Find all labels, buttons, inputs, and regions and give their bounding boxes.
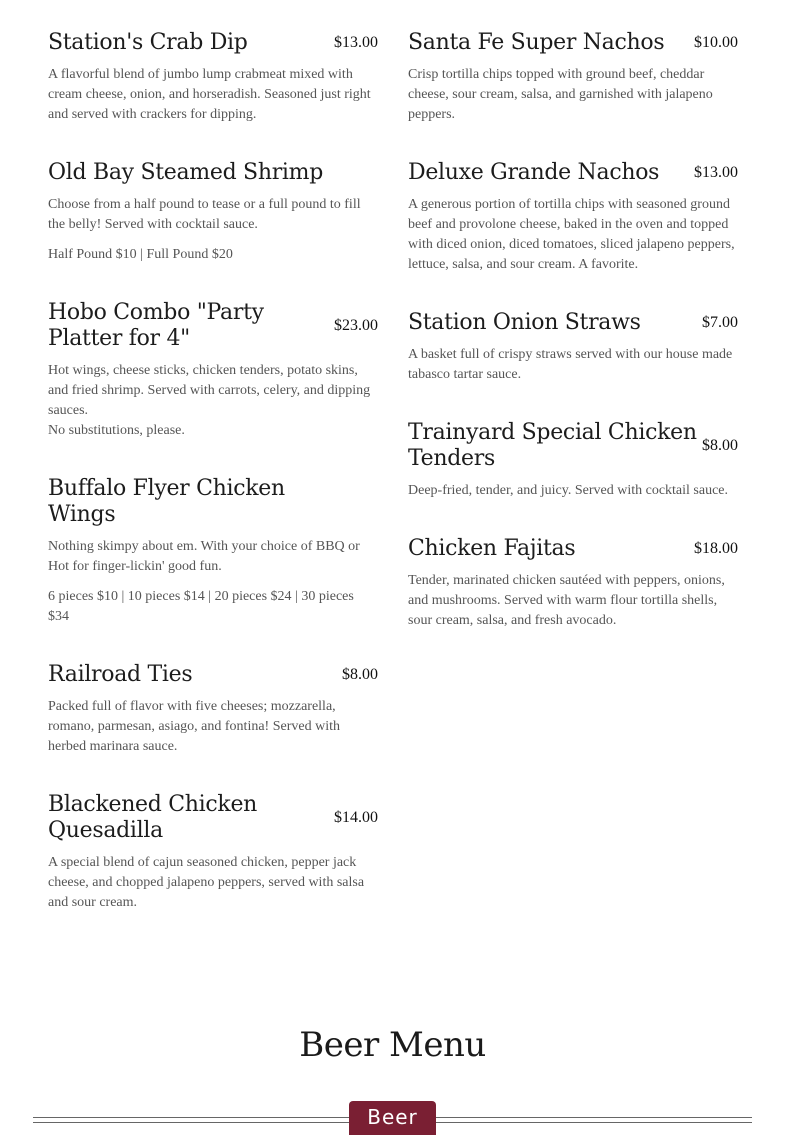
menu-column-right bbox=[408, 30, 738, 948]
menu-item-description: Nothing skimpy about em. With your choice of BBQ or Hot for finger-lickin' good fun. bbox=[48, 539, 360, 574]
menu-item bbox=[48, 160, 378, 265]
menu-item bbox=[48, 662, 378, 757]
menu-item-description: Crisp tortilla chips topped with ground beef, cheddar cheese, sour cream, salsa, and garnished with jalapeno peppers. bbox=[408, 67, 713, 122]
menu-item-pricing-note: Half Pound $10 | Full Pound $20 bbox=[48, 247, 233, 262]
menu-item-name: Hobo Combo "Party Platter for 4" bbox=[48, 300, 264, 351]
menu-column-left bbox=[48, 30, 378, 948]
menu-item-price: $23.00 bbox=[334, 317, 378, 334]
menu-item-price: $7.00 bbox=[702, 314, 738, 331]
menu-item-name: Station's Crab Dip bbox=[48, 30, 248, 55]
menu-item-price: $10.00 bbox=[694, 34, 738, 51]
menu-item-name: Trainyard Special Chicken Tenders bbox=[408, 420, 697, 471]
menu-item-description: Tender, marinated chicken sautéed with peppers, onions, and mushrooms. Served with warm flour tortilla shells, sour cream, salsa, and fresh avocado. bbox=[408, 573, 725, 628]
menu-item-name: Station Onion Straws bbox=[408, 310, 641, 335]
menu-item-description: A special blend of cajun seasoned chicken, pepper jack cheese, and chopped jalapeno peppers, served with salsa and sour cream. bbox=[48, 855, 365, 910]
menu-item-name: Chicken Fajitas bbox=[408, 536, 576, 561]
menu-item bbox=[48, 30, 378, 125]
menu-item bbox=[408, 30, 738, 125]
menu-item-price: $14.00 bbox=[334, 809, 378, 826]
beer-category-tab[interactable]: Beer bbox=[349, 1101, 436, 1135]
menu-item bbox=[408, 160, 738, 275]
menu-item bbox=[48, 792, 378, 913]
menu-item bbox=[48, 300, 378, 441]
menu-item-name: Santa Fe Super Nachos bbox=[408, 30, 665, 55]
beer-menu-heading: Beer Menu bbox=[299, 1025, 486, 1065]
menu-item-description: Deep-fried, tender, and juicy. Served with cocktail sauce. bbox=[408, 483, 729, 498]
menu-item-name: Railroad Ties bbox=[48, 662, 193, 687]
menu-item-description: A basket full of crispy straws served with our house made tabasco tartar sauce. bbox=[408, 347, 733, 382]
menu-item bbox=[408, 536, 738, 631]
menu-item-pricing-note: 6 pieces $10 | 10 pieces $14 | 20 pieces $24 | 30 pieces $34 bbox=[48, 589, 354, 624]
menu-item-description: Hot wings, cheese sticks, chicken tenders, potato skins, and fried shrimp. Served with carrots, celery, and dipping sauces. No substitutions, please. bbox=[48, 363, 371, 438]
menu-item-description: Choose from a half pound to tease or a full pound to fill the belly! Served with cocktail sauce. bbox=[48, 197, 361, 232]
menu-item bbox=[408, 420, 738, 501]
menu-item-description: Packed full of flavor with five cheeses; mozzarella, romano, parmesan, asiago, and fontina! Served with herbed marinara sauce. bbox=[48, 699, 340, 754]
menu-item-name: Old Bay Steamed Shrimp bbox=[48, 160, 323, 185]
menu-item-price: $13.00 bbox=[334, 34, 378, 51]
menu-item bbox=[48, 476, 378, 627]
menu-item-price: $8.00 bbox=[702, 437, 738, 454]
menu-item-price: $8.00 bbox=[342, 666, 378, 683]
menu-item-price: $18.00 bbox=[694, 540, 738, 557]
menu-item-name: Buffalo Flyer Chicken Wings bbox=[48, 476, 285, 527]
menu-item-name: Deluxe Grande Nachos bbox=[408, 160, 660, 185]
menu-item bbox=[408, 310, 738, 385]
menu-item-name: Blackened Chicken Quesadilla bbox=[48, 792, 258, 843]
menu-columns bbox=[48, 30, 738, 948]
menu-item-description: A generous portion of tortilla chips with seasoned ground beef and provolone cheese, baked in the oven and topped with diced onion, diced tomatoes, sliced jalapeno peppers, lettuce, salsa, and sour cream. A favorite. bbox=[408, 197, 735, 272]
menu-item-description: A flavorful blend of jumbo lump crabmeat mixed with cream cheese, onion, and horseradish. Seasoned just right and served with crackers for dipping. bbox=[48, 67, 371, 122]
menu-item-price: $13.00 bbox=[694, 164, 738, 181]
